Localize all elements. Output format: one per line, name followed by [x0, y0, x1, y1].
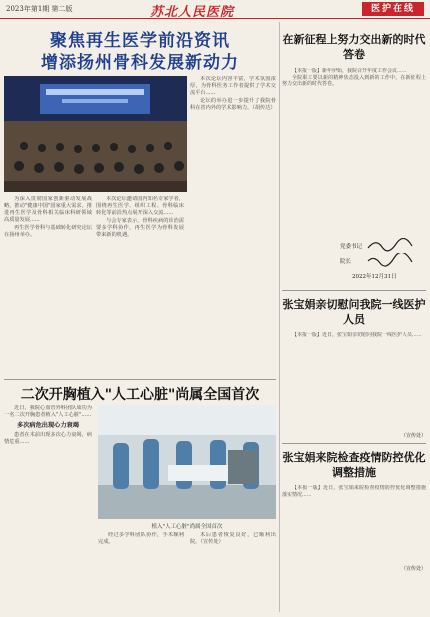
paragraph: 本次论坛邀请国内知名专家学者，围绕再生医学、组织工程、骨科临床转化等前沿热点展开深入交流......: [96, 196, 184, 216]
subheading: 多次病危出现心力衰竭: [17, 422, 79, 429]
paragraph: 近日，我院心血管外科团队成功为一名二次开胸患者植入"人工心脏"......: [4, 405, 92, 418]
signature-2-icon: [366, 253, 414, 267]
paragraph: 患者在术前出现多次心力衰竭，病情危重......: [4, 432, 92, 445]
paragraph: 再生医学骨科与基础转化研究论坛在扬州举办。: [4, 225, 92, 238]
article1-col2: [96, 196, 184, 376]
paragraph: 术后患者恢复良好，已顺利出院。（宣传处）: [190, 532, 276, 545]
divider: [4, 379, 276, 380]
issue-info: 2023年第1期 第二版: [6, 5, 73, 13]
paragraph: 全院职工要以新的精神状态投入到新的工作中，在新征程上努力交出新的时代答卷。: [282, 74, 426, 88]
divider: [282, 443, 426, 444]
signature-1-icon: [366, 238, 414, 252]
article1-col1: [4, 196, 92, 376]
signer-1-title: 党委书记: [340, 244, 363, 250]
right-article-1: [282, 68, 426, 236]
article2-col2: [98, 532, 184, 613]
surgery-photo: [98, 405, 276, 519]
article-source: （宣传处）: [400, 433, 426, 439]
signer-2-title: 院长: [340, 259, 352, 265]
headline-2: 增添扬州骨科发展新动力: [41, 53, 239, 73]
signature-block: [282, 236, 426, 286]
photo-caption: 植入"人工心脏"尚属全国首次: [151, 524, 223, 530]
right-headline-3: 张宝娟来院检查疫情防控优化调整措施: [282, 451, 426, 479]
page-header: [0, 0, 430, 19]
paragraph: 【本报一版】近日，张宝娟亲切慰问我院一线医护人员......: [292, 332, 422, 338]
paragraph: 本次论坛内容丰富，学术氛围浓厚，为骨科医务工作者提供了学术交流平台......: [190, 76, 276, 96]
right-column: [282, 22, 426, 614]
paragraph: 经过多学科团队协作，手术顺利完成。: [98, 532, 184, 545]
paragraph: 【本报一版】近日，张宝娟来院检查疫情防控优化调整措施落实情况......: [282, 485, 426, 498]
masthead: 苏北人民医院: [150, 5, 235, 20]
right-headline-1: 在新征程上努力交出新的时代答卷: [282, 33, 426, 61]
paragraph: 论坛的举办进一步提升了我院骨科在省内外的学术影响力。（胡传达）: [190, 98, 276, 111]
article-source: （宣传处）: [400, 566, 426, 572]
right-article-2: [282, 332, 426, 432]
right-headline-2: 张宝娟亲切慰问我院一线医护人员: [282, 298, 426, 326]
article1-col3: [190, 76, 276, 376]
article2-col3: [190, 532, 276, 613]
left-column: [4, 22, 276, 614]
headline-1: 聚焦再生医学前沿资讯: [50, 31, 230, 51]
column-divider: [279, 22, 280, 612]
right-article-3: [282, 485, 426, 565]
section-badge: 医护在线: [362, 2, 424, 16]
paragraph: 与会专家表示，骨科疾病的诊治需要多学科协作，再生医学为骨科发展带来新的机遇。: [96, 218, 184, 238]
article2-col1: [4, 405, 92, 613]
conference-photo: [4, 76, 187, 192]
divider: [282, 290, 426, 291]
article-date: 2022年12月31日: [352, 274, 397, 280]
paragraph: 为深入贯彻国家创新驱动发展战略，推动"健康中国"国家重大需求，推进再生医学及骨科相关临床科研领域高质量发展......: [4, 196, 92, 223]
paragraph: 【本报一版】新年伊始，我院召开年度工作会议......: [292, 68, 407, 74]
headline-3: 二次开胸植入"人工心脏"尚属全国首次: [20, 387, 260, 403]
